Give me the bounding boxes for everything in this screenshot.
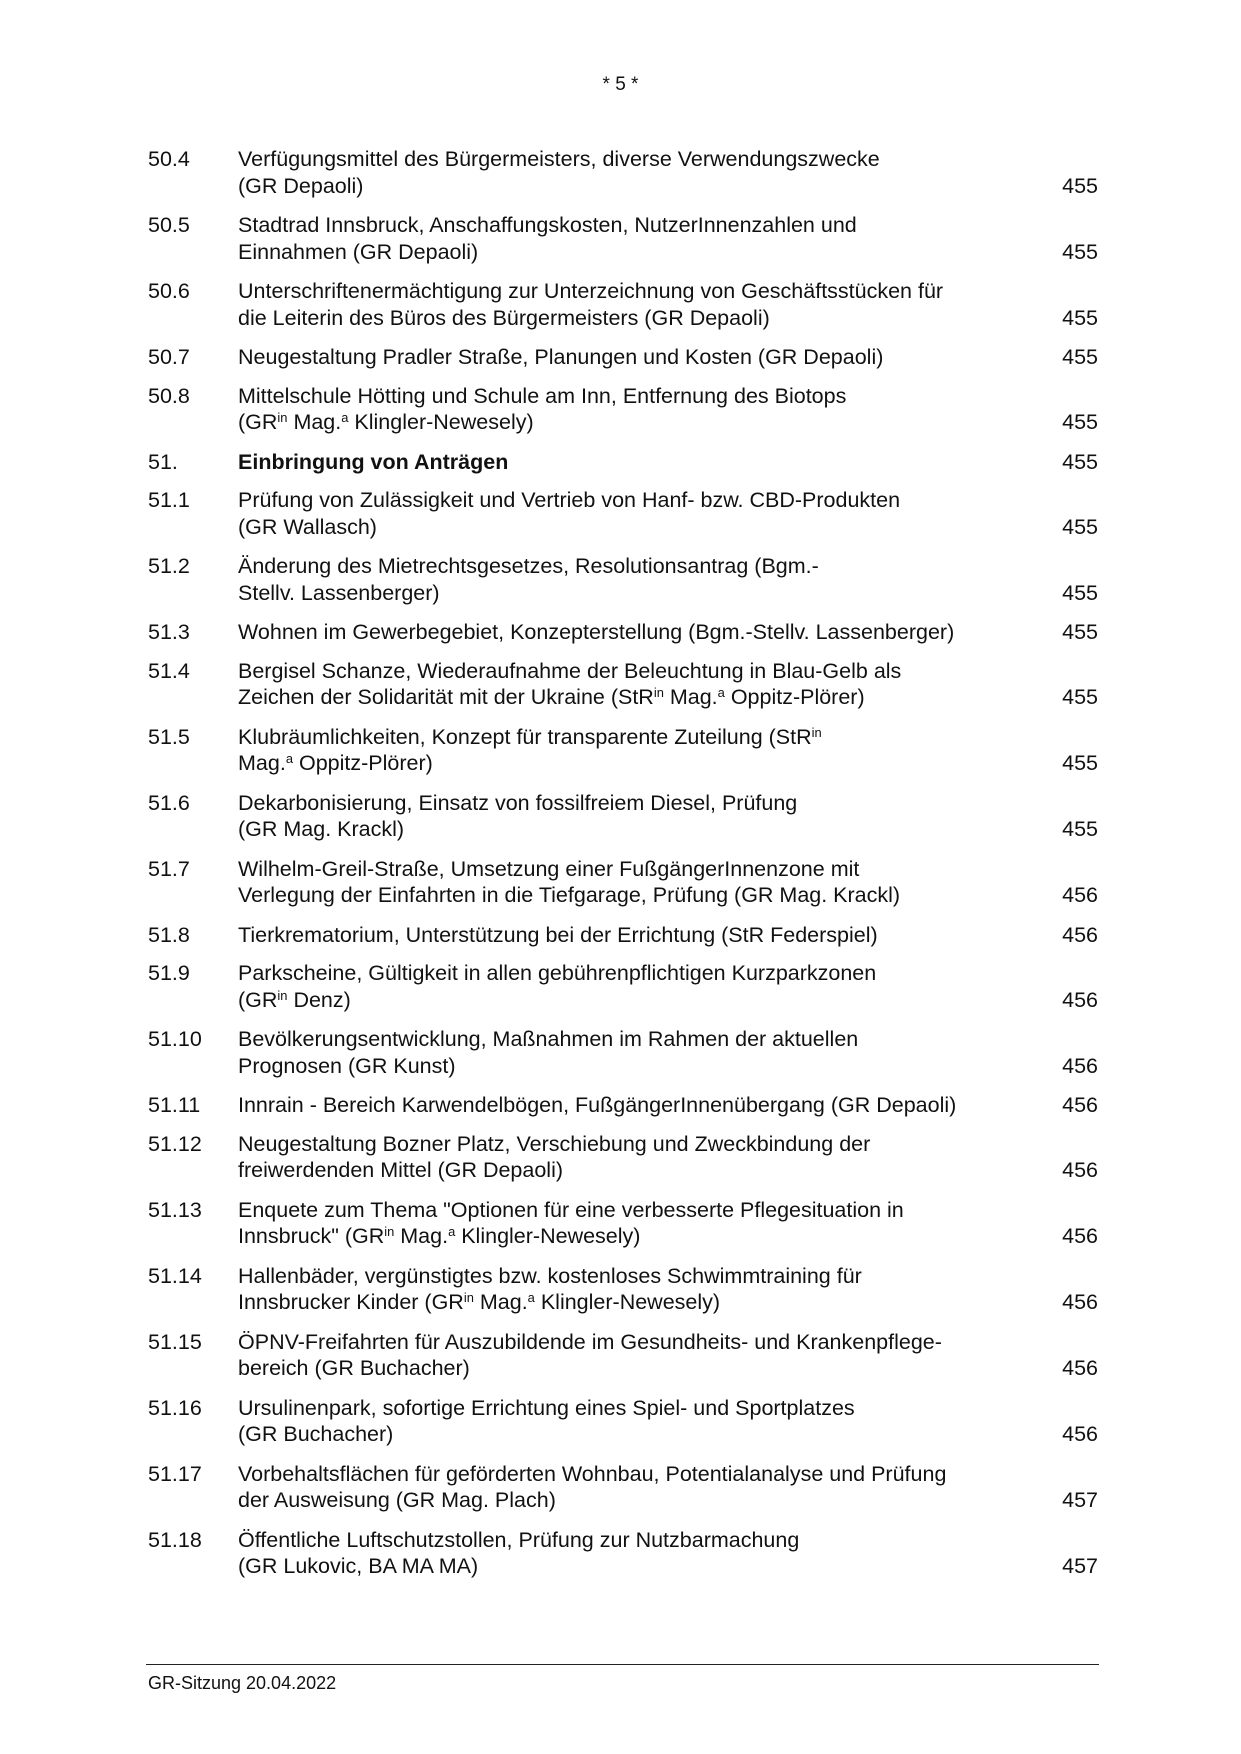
entry-page: 455 [1062, 449, 1098, 474]
table-of-contents [148, 146, 1098, 1593]
entry-number: 51. [148, 449, 178, 474]
entry-number: 51.14 [148, 1263, 202, 1288]
entry-number: 51.9 [148, 961, 190, 985]
entry-title-line: Prognosen (GR Kunst) [238, 1053, 456, 1078]
entry-page: 456 [1062, 1356, 1098, 1380]
entry-title-line: Einnahmen (GR Depaoli) [238, 239, 479, 264]
entry-number: 51.15 [148, 1329, 202, 1354]
entry-title-line: Innsbrucker Kinder ($GR^{in}$ Mag.$^a$ Klingler-Newesely) [238, 1289, 721, 1314]
entry-page: 456 [1062, 883, 1098, 907]
superscript: a [448, 1223, 456, 1239]
toc-entry [148, 449, 1098, 476]
entry-title [238, 1197, 1018, 1250]
entry-page: 455 [1062, 239, 1098, 264]
entry-page: 455 [1062, 817, 1098, 841]
toc-entry [148, 1092, 1098, 1119]
entry-title [238, 449, 1018, 476]
superscript: in [277, 409, 288, 425]
superscript: in [277, 987, 288, 1003]
entry-title [238, 212, 1018, 265]
entry-page: 456 [1062, 1053, 1098, 1078]
toc-entry [148, 1395, 1098, 1448]
entry-page: 456 [1062, 1224, 1098, 1248]
entry-title-line: Enquete zum Thema "Optionen für eine verbesserte Pflegesituation in [238, 1197, 904, 1222]
toc-entry [148, 1197, 1098, 1250]
entry-number: 51.1 [148, 488, 190, 512]
entry-title [238, 790, 1018, 843]
entry-number: 51.18 [148, 1527, 202, 1552]
entry-page: 455 [1062, 751, 1098, 775]
entry-title-line: Neugestaltung Pradler Straße, Planungen und Kosten (GR Depaoli) [238, 345, 884, 369]
toc-entry [148, 658, 1098, 711]
entry-page: 456 [1062, 1422, 1098, 1446]
entry-title-text: Zeichen der Solidarität mit der Ukraine (StR [238, 685, 654, 709]
entry-number: 51.2 [148, 554, 190, 578]
entry-title [238, 553, 1018, 606]
entry-title [238, 724, 1018, 777]
superscript: in [463, 1289, 474, 1305]
entry-title [238, 1092, 1018, 1119]
entry-page: 456 [1062, 987, 1098, 1012]
entry-page: 455 [1062, 173, 1098, 198]
entry-title-text: Oppitz-Plörer) [730, 685, 865, 709]
toc-entry [148, 1263, 1098, 1316]
toc-entry [148, 1329, 1098, 1382]
entry-title-line: Bergisel Schanze, Wiederaufnahme der Beleuchtung in Blau-Gelb als [238, 658, 902, 683]
entry-title [238, 856, 1018, 909]
entry-title-line: ($GR^{in}$ Mag.$^a$ Klingler-Newesely) [238, 409, 534, 434]
toc-entry [148, 146, 1098, 199]
entry-title-line: Wohnen im Gewerbegebiet, Konzepterstellung (Bgm.-Stellv. Lassenberger) [238, 620, 955, 644]
toc-entry [148, 1461, 1098, 1514]
entry-title-line: bereich (GR Buchacher) [238, 1356, 470, 1380]
entry-title-line: ÖPNV-Freifahrten für Auszubildende im Gesundheits- und Krankenpflege- [238, 1329, 942, 1354]
entry-page: 455 [1062, 580, 1098, 605]
entry-title [238, 1329, 1018, 1382]
entry-title-line: Parkscheine, Gültigkeit in allen gebührenpflichtigen Kurzparkzonen [238, 961, 877, 985]
entry-number: 51.3 [148, 620, 190, 644]
superscript: in [653, 684, 664, 700]
entry-number: 51.13 [148, 1197, 202, 1222]
toc-entry [148, 212, 1098, 265]
footer-text: GR-Sitzung 20.04.2022 [148, 1673, 337, 1693]
entry-number: 51.5 [148, 724, 190, 749]
entry-title-line: (GR Lukovic, BA MA MA) [238, 1554, 479, 1578]
entry-title-line: Mag.$^a$ Oppitz-Plörer) [238, 750, 433, 775]
entry-page: 457 [1062, 1488, 1098, 1512]
superscript: a [717, 684, 725, 700]
entry-number: 50.5 [148, 213, 190, 237]
superscript: a [341, 409, 349, 425]
entry-title-line: die Leiterin des Büros des Bürgermeisters (GR Depaoli) [238, 305, 770, 330]
toc-entry [148, 922, 1098, 949]
entry-page: 455 [1062, 685, 1098, 709]
toc-entry [148, 790, 1098, 843]
entry-title-line: Prüfung von Zulässigkeit und Vertrieb von Hanf- bzw. CBD-Produkten [238, 488, 901, 512]
toc-entry [148, 1131, 1098, 1184]
entry-number: 51.12 [148, 1131, 202, 1156]
entry-title-text: Klingler-Newesely) [461, 1224, 641, 1248]
superscript: in [384, 1223, 395, 1239]
entry-title [238, 658, 1018, 711]
entry-title-line: Stadtrad Innsbruck, Anschaffungskosten, NutzerInnenzahlen und [238, 213, 857, 237]
entry-page: 455 [1062, 620, 1098, 644]
entry-title [238, 922, 1018, 949]
entry-title-line: ($GR^{in}$ Denz) [238, 987, 351, 1012]
entry-title [238, 960, 1018, 1013]
entry-title-line: Verfügungsmittel des Bürgermeisters, diverse Verwendungszwecke [238, 147, 880, 171]
entry-page: 455 [1062, 305, 1098, 330]
entry-title [238, 619, 1018, 646]
entry-number: 51.7 [148, 856, 190, 881]
entry-title-line: Dekarbonisierung, Einsatz von fossilfreiem Diesel, Prüfung [238, 790, 798, 815]
entry-number: 50.4 [148, 147, 190, 171]
toc-entry [148, 960, 1098, 1013]
entry-number: 50.7 [148, 345, 190, 369]
entry-title-line: Stellv. Lassenberger) [238, 580, 440, 605]
entry-title-line: Mittelschule Hötting und Schule am Inn, Entfernung des Biotops [238, 383, 847, 408]
entry-title-line: (GR Buchacher) [238, 1422, 394, 1446]
entry-title-text: Innsbrucker Kinder (GR [238, 1290, 464, 1314]
entry-number: 51.11 [148, 1093, 201, 1117]
entry-title [238, 344, 1018, 371]
entry-title-line: Verlegung der Einfahrten in die Tiefgarage, Prüfung (GR Mag. Krackl) [238, 883, 901, 907]
entry-title [238, 146, 1018, 199]
toc-entry [148, 278, 1098, 331]
toc-entry [148, 856, 1098, 909]
entry-page: 455 [1062, 345, 1098, 369]
toc-entry [148, 724, 1098, 777]
entry-title-line: Innrain - Bereich Karwendelbögen, FußgängerInnenübergang (GR Depaoli) [238, 1093, 957, 1117]
entry-title [238, 1026, 1018, 1079]
superscript: a [527, 1289, 535, 1305]
superscript: in [811, 724, 822, 740]
toc-entry [148, 383, 1098, 436]
entry-title [238, 487, 1018, 540]
entry-title-line: Vorbehaltsflächen für geförderten Wohnbau, Potentialanalyse und Prüfung [238, 1461, 947, 1486]
entry-page: 456 [1062, 1093, 1098, 1117]
entry-title-text: Klingler-Newesely) [540, 1290, 721, 1314]
entry-title-line: freiwerdenden Mittel (GR Depaoli) [238, 1158, 564, 1182]
entry-title-line: (GR Depaoli) [238, 173, 364, 198]
entry-title-text: Klingler-Newesely) [354, 410, 534, 434]
entry-number: 51.6 [148, 790, 190, 815]
superscript: a [285, 750, 293, 766]
entry-title [238, 1263, 1018, 1316]
entry-title-line: der Ausweisung (GR Mag. Plach) [238, 1488, 556, 1512]
entry-number: 51.16 [148, 1395, 202, 1420]
entry-title-line: Unterschriftenermächtigung zur Unterzeichnung von Geschäftsstücken für [238, 279, 944, 303]
entry-number: 51.8 [148, 922, 190, 947]
entry-title-text: Oppitz-Plörer) [298, 751, 433, 775]
entry-title-line: Neugestaltung Bozner Platz, Verschiebung und Zweckbindung der [238, 1131, 871, 1156]
entry-title-line: Wilhelm-Greil-Straße, Umsetzung einer FußgängerInnenzone mit [238, 856, 860, 881]
entry-page: 456 [1062, 1158, 1098, 1182]
entry-title [238, 1131, 1018, 1184]
toc-entry [148, 487, 1098, 540]
entry-title-line: Änderung des Mietrechtsgesetzes, Resolutionsantrag (Bgm.- [238, 554, 819, 578]
entry-title-line: Hallenbäder, vergünstigtes bzw. kostenloses Schwimmtraining für [238, 1263, 862, 1288]
entry-title-line: (GR Mag. Krackl) [238, 817, 405, 841]
entry-title-line [238, 724, 1018, 751]
entry-title [238, 383, 1018, 436]
entry-title [238, 1395, 1018, 1448]
entry-number: 51.4 [148, 658, 190, 683]
toc-entry [148, 619, 1098, 646]
entry-page: 456 [1062, 922, 1098, 947]
entry-title [238, 1461, 1018, 1514]
entry-number: 51.17 [148, 1461, 202, 1486]
entry-number: 50.6 [148, 279, 190, 303]
entry-title-line: Einbringung von Anträgen [238, 449, 509, 474]
entry-number: 50.8 [148, 383, 190, 408]
entry-title [238, 278, 1018, 331]
entry-title-line: Bevölkerungsentwicklung, Maßnahmen im Rahmen der aktuellen [238, 1027, 859, 1051]
entry-page: 455 [1062, 410, 1098, 434]
toc-entry [148, 553, 1098, 606]
entry-title-line: (GR Wallasch) [238, 514, 377, 539]
entry-title-line: Zeichen der Solidarität mit der Ukraine (StR$^{in}$ Mag.$^a$ Oppitz-Plörer) [238, 684, 865, 709]
entry-title-line: Tierkrematorium, Unterstützung bei der Errichtung (StR Federspiel) [238, 922, 878, 947]
toc-entry [148, 344, 1098, 371]
page-number: * 5 * [602, 74, 639, 95]
entry-title-line: Ursulinenpark, sofortige Errichtung eines Spiel- und Sportplatzes [238, 1395, 855, 1420]
entry-page: 455 [1062, 514, 1098, 539]
entry-page: 456 [1062, 1290, 1098, 1314]
toc-entry [148, 1527, 1098, 1580]
entry-title-text: Innsbruck" (GR [238, 1224, 385, 1248]
entry-number: 51.10 [148, 1027, 202, 1051]
entry-title-line: Innsbruck" ($GR^{in}$ Mag.$^a$ Klingler-Newesely) [238, 1223, 641, 1248]
entry-title-text: Denz) [293, 987, 351, 1012]
entry-title [238, 1527, 1018, 1580]
toc-entry [148, 1026, 1098, 1079]
entry-title-text: Klubräumlichkeiten, Konzept für transparente Zuteilung (StR [238, 724, 812, 749]
entry-page: 457 [1062, 1554, 1098, 1578]
entry-title-line: Öffentliche Luftschutzstollen, Prüfung zur Nutzbarmachung [238, 1527, 800, 1552]
footer-divider [146, 1664, 1099, 1665]
